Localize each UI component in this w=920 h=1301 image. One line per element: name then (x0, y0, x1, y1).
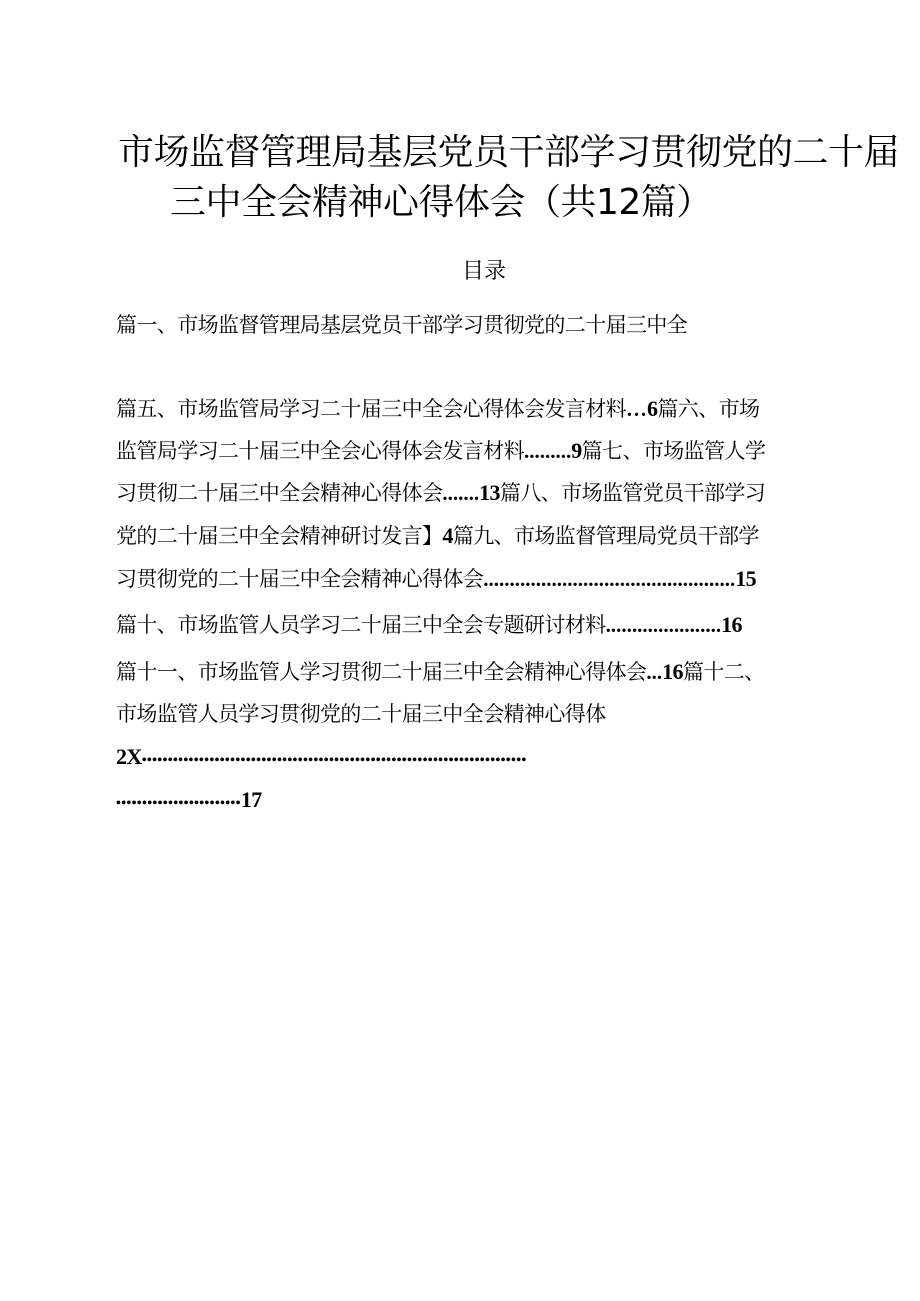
toc-text: 篇五、市场监管局学习二十届三中全会心得体会发言材料 (116, 397, 626, 421)
toc-page-number: 13 (479, 480, 500, 505)
title-line-1: 市场监督管理局基层党员干部学习贯彻党的二十届 (118, 132, 900, 173)
toc-bullets: •••••••••••••••••••••••••••••••••••••••••••••••••••••••••••••••••••••••••• (141, 753, 527, 768)
toc-line (116, 394, 759, 424)
toc-page-number: 4 (442, 523, 453, 548)
toc-text: 篇十二、 (682, 660, 765, 684)
toc-page-number: 17 (240, 787, 262, 812)
toc-line (116, 742, 527, 776)
toc-line (116, 310, 687, 340)
toc-page-number: 16 (662, 659, 683, 684)
toc-text: 习贯彻党的二十届三中全会精神心得体会 (116, 567, 484, 591)
toc-line (116, 564, 756, 594)
document-title (118, 128, 900, 228)
toc-dots: ................................................ (483, 567, 736, 591)
toc-dots: ......... (524, 439, 572, 463)
toc-text: 篇九、市场监督管理局党员干部学 (452, 524, 759, 548)
toc-dots: ... (646, 660, 663, 684)
toc-page-number: 16 (721, 612, 742, 637)
toc-line (116, 657, 765, 687)
toc-text: 篇六、市场 (657, 397, 760, 421)
toc-text: 篇十一、市场监管人学习贯彻二十届三中全会精神心得体会 (116, 660, 647, 684)
toc-prefix: 2X (116, 744, 142, 769)
toc-bullets: •••••••••••••••••••••••• (116, 796, 241, 811)
toc-page-number: 15 (735, 566, 757, 591)
toc-dots: ....... (442, 481, 480, 505)
toc-page-number: 6 (647, 396, 658, 421)
toc-text: 篇十、市场监管人员学习二十届三中全会专题研讨材料 (116, 613, 606, 637)
toc-text: 篇八、市场监管党员干部学习 (499, 481, 766, 505)
toc-heading: 目录 (461, 259, 506, 284)
toc-line (116, 521, 759, 551)
toc-page-number: 9 (571, 438, 582, 463)
toc-text: 党的二十届三中全会精神研讨发言】 (116, 524, 443, 548)
toc-dots: ...................... (605, 613, 722, 637)
toc-text: 篇七、市场监管人学 (581, 439, 766, 463)
toc-dots: … (626, 397, 647, 421)
toc-text: 市场监管人员学习贯彻党的二十届三中全会精神心得体 (116, 702, 606, 726)
title-line-2: 三中全会精神心得体会（共12篇） (170, 182, 712, 223)
toc-text: 篇一、市场监督管理局基层党员干部学习贯彻党的二十届三中全 (116, 313, 688, 337)
toc-line (116, 610, 742, 640)
toc-line (116, 699, 606, 729)
toc-line (116, 436, 765, 466)
toc-text: 习贯彻二十届三中全会精神心得体会 (116, 481, 443, 505)
toc-text: 监管局学习二十届三中全会心得体会发言材料 (116, 439, 524, 463)
toc-line (116, 478, 765, 508)
toc-line (116, 785, 262, 819)
